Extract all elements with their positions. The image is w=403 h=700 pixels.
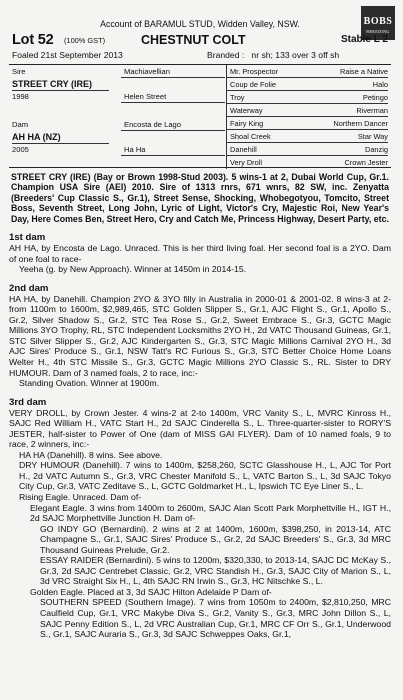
- ggp-row: [227, 156, 388, 169]
- progeny-line: ESSAY RAIDER (Bernardini). 5 wins to 1200m, $320,330, to 2013-14, SAJC DC McKay S., Gr.3, 2d SAJC Centrebet Classic, Gr.2, VRC Standish H., Gr.3, SAJC City of Marion S., L, 3d VRC Straight Six H., L, 4th SAJC RN Irwin S., Gr.3, HC Nitschke S., L.: [40, 555, 391, 587]
- grandparent-2: Helen Street: [124, 92, 167, 101]
- sire-year: 1998: [12, 92, 29, 101]
- gp-rule-1: [121, 77, 225, 78]
- ggp-row: [227, 104, 388, 117]
- ggp-row: [227, 130, 388, 143]
- grandparent-4: Ha Ha: [124, 145, 146, 154]
- foaled-date: Foaled 21st September 2013: [12, 50, 123, 60]
- ggp-grandsire: Halo: [372, 80, 388, 89]
- progeny-line: Rising Eagle. Unraced. Dam of-: [19, 491, 142, 502]
- brand-marks: Branded : nr sh; 133 over 3 off sh: [207, 50, 340, 60]
- logo-text: BOBS: [363, 16, 393, 27]
- ggp-sire: Coup de Folie: [230, 80, 277, 89]
- sire-name: STREET CRY (IRE): [12, 79, 93, 89]
- gp-rule-2: [121, 102, 225, 103]
- account-line: Account of BARAMUL STUD, Widden Valley, NSW.: [100, 19, 300, 29]
- sire-label: Sire: [12, 67, 26, 76]
- progeny-line: HA HA (Danehill). 8 wins. See above.: [19, 449, 163, 460]
- progeny-line: Golden Eagle. Placed at 3, 3d SAJC Hilton Adelaide P Dam of-: [30, 586, 272, 597]
- dam-rule: [12, 143, 109, 144]
- progeny-line: GO INDY GO (Bernardini). 2 wins at 2 at 1400m, 1600m, $398,250, in 2013-14, ATC Champagne S., Gr.1, SAJC Sires' Produce S., Gr.2, 2d SAJC Breeders' S., Gr.3, 3d MRC Thousand Guineas Prelude, Gr.2.: [40, 523, 391, 555]
- progeny-line: SOUTHERN SPEED (Southern Image). 7 wins from 1050m to 2400m, $2,810,250, MRC Caulfield Cup, Gr.1, VRC Makybe Diva S., Gr.2, Vanity S., Gr.3, MRC John Dillon S., L, SAJC Penny Edition S., L, 2d VRC Australian Cup, Gr.1, MRC CF Orr S., Gr.1, Underwood S., Gr.1, SAJC Auraria S., Gr.3, 3d SAJC Schweppes Oaks, Gr.1,: [40, 597, 391, 640]
- ggp-sire: Shoal Creek: [230, 132, 271, 141]
- progeny-line: DRY HUMOUR (Danehill). 7 wins to 1400m, $258,260, SCTC Glasshouse H., L, AJC Tor Port H., 2d VATC Autumn S., Gr.3, VRC Chester Manifold S., L, VATC Barton S., L, 3d SAJC Tokyo City Cup, Gr.3, VATC Zeditave S., L, GCTC Goldmarket H., L, Ipswich TC Eye Liner S., L.: [19, 460, 391, 492]
- dam-label: Dam: [12, 120, 29, 129]
- progeny-line: Yeeha (g. by New Approach). Winner at 1450m in 2014-15.: [19, 264, 247, 275]
- dam-paragraph: HA HA, by Danehill. Champion 2YO & 3YO filly in Australia in 2000-01 & 2001-02. 8 wins-3 at 2-from 1100m to 1600m, $2,989,465, STC Golden Slipper S., Gr.1, AJC Flight S., Gr.1, Apollo S., Gr.2, Silver Shadow S., Gr.2, STC Tea Rose S., Gr.2, Sweet Embrace S., Gr.3, GCTC Magic Millions 3YO Trophy, RL, STC Independent Locksmiths 2YO H., 2d VATC Thousand Guineas, Gr.1, STC Silver Slipper S., Gr.2, AJC Kindergarten S., Gr.3, STC Magic Millions Carnival 2YO H., 3d AJC Sires' Produce S., Gr.1, NSW Tatt's RC Furious S., Gr.3, STC Better Choice Home Loans Welter H., 4th STC Missile S., Gr.3, GCTC Magic Millions 2YO Classic S., RL. Sister to DRY HUMOUR. Dam of 3 named foals, 2 to race, inc:-: [9, 293, 391, 378]
- ggp-sire: Very Droll: [230, 158, 263, 167]
- gp-rule-3: [121, 130, 225, 131]
- ggp-grandsire: Danzig: [364, 145, 388, 154]
- ggp-sire: Danehill: [230, 145, 257, 154]
- stable-location: Stable L 2: [340, 34, 388, 45]
- dam-year: 2005: [12, 145, 29, 154]
- dam-paragraph: AH HA, by Encosta de Lago. Unraced. This is her third living foal. Her second foal is a 2YO. Dam of one foal to race-: [9, 243, 391, 264]
- ggp-sire: Mr. Prospector: [230, 67, 279, 76]
- logo-subtext: BREEDING: [366, 29, 390, 35]
- second-dam-section: [9, 283, 391, 389]
- section-title: 1st dam: [9, 232, 46, 244]
- lot-title: CHESTNUT COLT: [141, 33, 246, 47]
- sire-rule: [12, 90, 109, 91]
- lot-header: [9, 32, 391, 49]
- third-dam-section: [9, 397, 391, 640]
- section-title: 3rd dam: [9, 396, 47, 408]
- gst-note: (100% GST): [64, 36, 106, 45]
- dam-paragraph: VERY DROLL, by Crown Jester. 4 wins-2 at 2-to 1400m, VRC Vanity S., L, MVRC Kinross H., SAJC Red William H., VATC Start H., 2d SAJC Cinderella S., L. Three-quarter-sister to RORY'S JESTER, half-sister to Power of One (dam of MISS GAI FLYER). Dam of 10 named foals, 9 to race, 2 winners, inc:-: [9, 407, 391, 450]
- sire-summary: STREET CRY (IRE) (Bay or Brown 1998-Stud 2003). 5 wins-1 at 2, Dubai World Cup, Gr.1. Champion USA Sire (AEI) 2010. Sire of 1313 rnrs, 671 wnrs, 82 SW, inc. Zenyatta (Breeders' Cup Classic S., Gr.1), Street Sense, Shocking, Whobegotyou, Tomcito, Street Boss, Seventh Street, Long John, Lyric of Light, Victor's Cry, Majestic Roi, New Year's Day, Here Comes Ben, Street Hero, Cry and Catch Me, Princess Highway, Desert Party, etc.: [11, 172, 389, 224]
- gp-rule-4: [121, 155, 225, 156]
- lot-number: Lot 52: [12, 32, 54, 48]
- ggp-sire: Troy: [230, 93, 245, 102]
- ggp-row: [227, 78, 388, 91]
- ggp-row: [227, 117, 388, 130]
- ggp-grandsire: Star Way: [357, 132, 388, 141]
- ggp-grandsire: Northern Dancer: [333, 119, 388, 128]
- ggp-sire: Waterway: [230, 106, 263, 115]
- pedigree-table: [9, 64, 391, 168]
- progeny-line: Standing Ovation. Winner at 1900m.: [19, 378, 160, 389]
- section-title: 2nd dam: [9, 282, 49, 294]
- progeny-line: Elegant Eagle. 3 wins from 1400m to 2600m, SAJC Alan Scott Park Morphettville H., IGT H., 2d SAJC Morphettville Junction H. Dam of-: [30, 502, 391, 524]
- first-dam-section: [9, 232, 391, 275]
- ggp-grandsire: Petingo: [362, 93, 388, 102]
- dam-name: AH HA (NZ): [12, 132, 61, 142]
- ggp-row: [227, 91, 388, 104]
- ggp-row: [227, 65, 388, 78]
- ggp-grandsire: Crown Jester: [344, 158, 388, 167]
- grandparent-1: Machiavellian: [124, 67, 171, 76]
- ggp-grandsire: Riverman: [356, 106, 388, 115]
- ggp-grandsire: Raise a Native: [339, 67, 388, 76]
- foaled-row: [9, 49, 391, 62]
- ggp-sire: Fairy King: [230, 119, 264, 128]
- ggp-row: [227, 143, 388, 156]
- grandparent-3: Encosta de Lago: [124, 120, 181, 129]
